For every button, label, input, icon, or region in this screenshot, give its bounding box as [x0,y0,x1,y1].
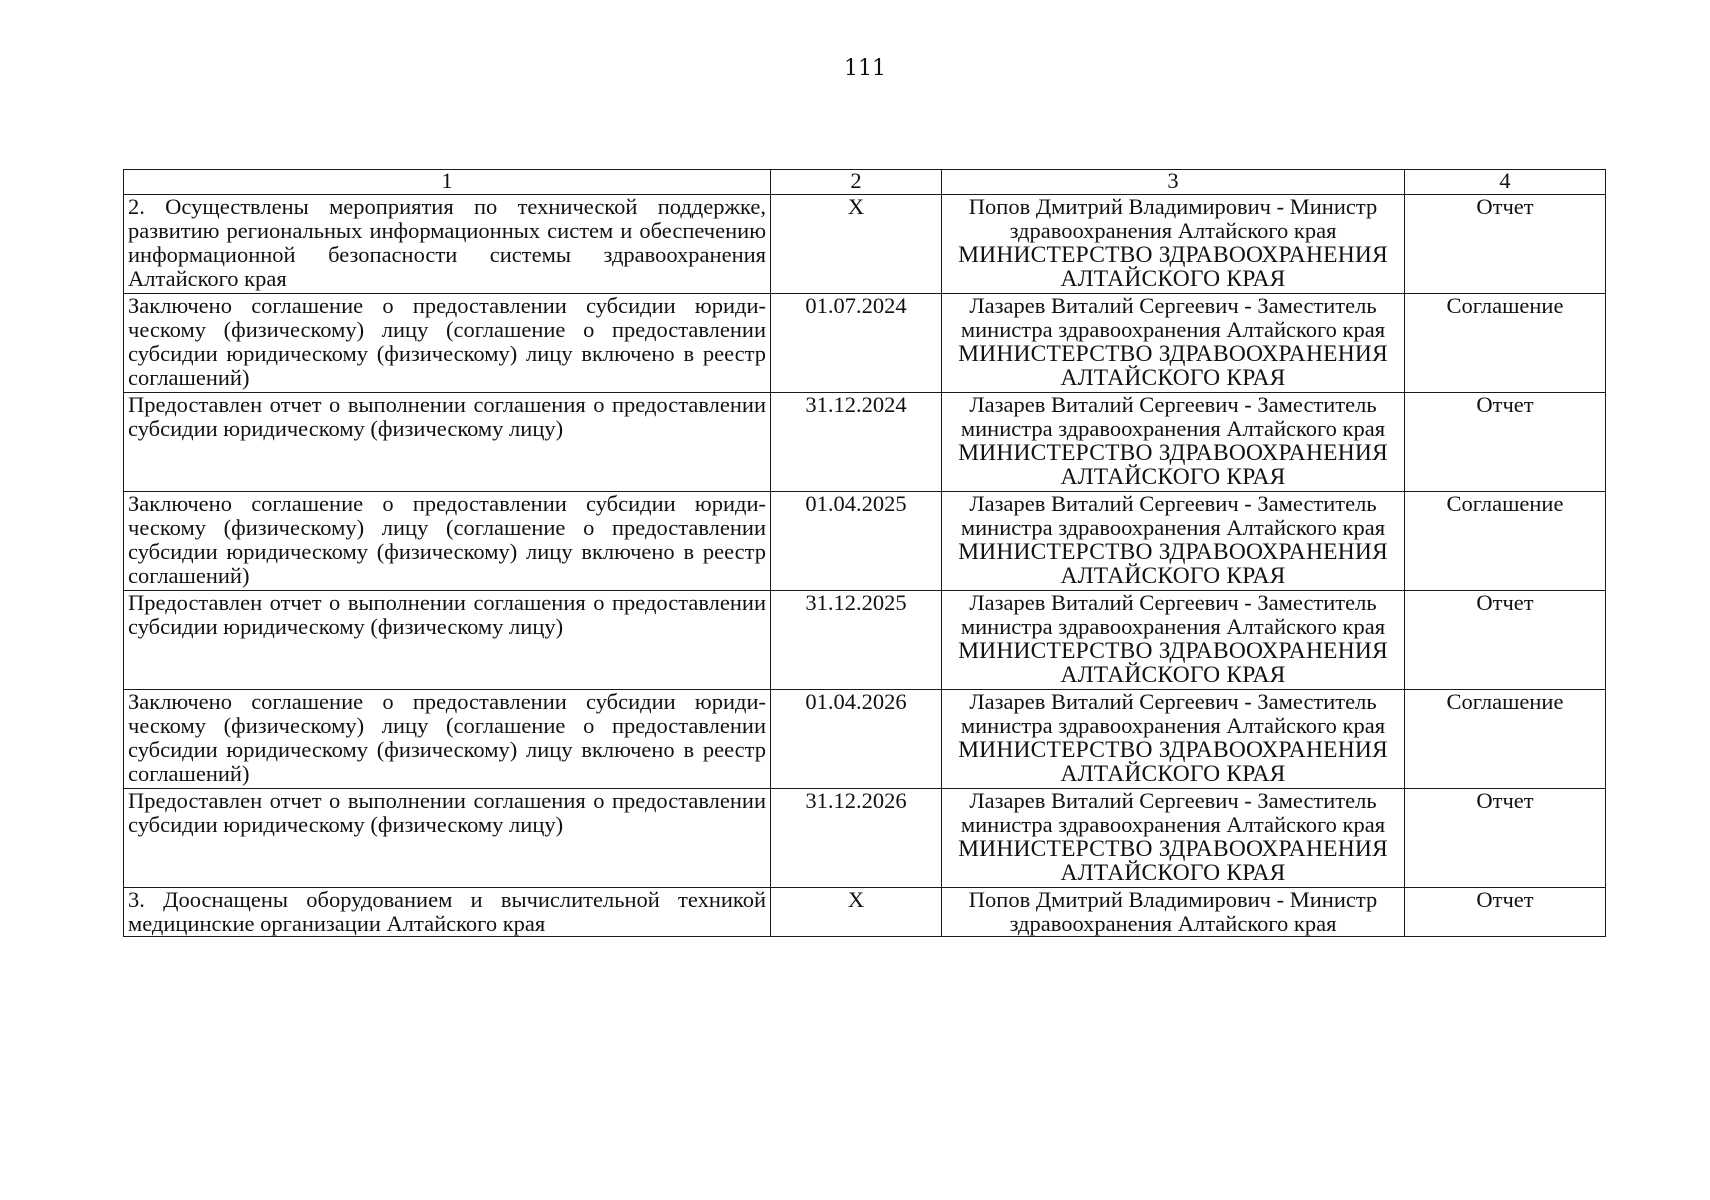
responsible-cell [942,591,1405,690]
date-cell: 31.12.2025 [771,591,942,690]
responsible-cell [942,690,1405,789]
table-row [124,591,1606,690]
document-cell: Соглашение [1405,294,1606,393]
event-cell: Предоставлен отчет о выполнении соглашения о предоставлении субсидии юридическому (физическому лицу) [124,591,771,690]
responsible-person: Лазарев Виталий Сергеевич - Заместитель министра здравоохранения Алтайского края [960,491,1386,540]
event-cell: 3. Дооснащены оборудованием и вычислительной техникой медицинские организации Алтайского края [124,888,771,937]
table-row [124,294,1606,393]
document-table [123,169,1606,937]
table-row [124,888,1606,937]
document-cell: Отчет [1405,888,1606,937]
event-cell: Заключено соглашение о предоставлении субсидии юридическому (физическому) лицу (соглашение о предоставлении субсидии юридическому (физическому) лицу включено в реестр соглашений) [124,294,771,393]
page-number: 111 [844,56,886,81]
table-header-row [124,170,1606,195]
event-cell: Заключено соглашение о предоставлении субсидии юридическому (физическому) лицу (соглашение о предоставлении субсидии юридическому (физическому) лицу включено в реестр соглашений) [124,492,771,591]
event-cell: 2. Осуществлены мероприятия по технической поддержке, развитию региональных информационных систем и обеспечению информационной безопасности системы здравоохранения Алтайского края [124,195,771,294]
date-cell: 01.07.2024 [771,294,942,393]
responsible-person: Попов Дмитрий Владимирович - Министр здравоохранения Алтайского края [968,194,1378,243]
responsible-person: Лазарев Виталий Сергеевич - Заместитель министра здравоохранения Алтайского края [960,293,1386,342]
responsible-person: Лазарев Виталий Сергеевич - Заместитель министра здравоохранения Алтайского края [960,788,1386,837]
responsible-organization: МИНИСТЕРСТВО ЗДРАВООХРАНЕНИЯ АЛТАЙСКОГО КРАЯ [958,242,1388,292]
column-header-1: 1 [124,170,771,195]
table-row [124,195,1606,294]
column-header-4: 4 [1405,170,1606,195]
responsible-cell [942,294,1405,393]
date-cell: X [771,195,942,294]
column-header-3: 3 [942,170,1405,195]
document-cell: Отчет [1405,591,1606,690]
document-cell: Соглашение [1405,492,1606,591]
event-cell: Заключено соглашение о предоставлении субсидии юридическому (физическому) лицу (соглашение о предоставлении субсидии юридическому (физическому) лицу включено в реестр соглашений) [124,690,771,789]
responsible-cell [942,492,1405,591]
date-cell: X [771,888,942,937]
table-row [124,690,1606,789]
responsible-cell [942,393,1405,492]
document-cell: Отчет [1405,789,1606,888]
date-cell: 01.04.2025 [771,492,942,591]
responsible-person: Лазарев Виталий Сергеевич - Заместитель министра здравоохранения Алтайского края [960,392,1386,441]
event-cell: Предоставлен отчет о выполнении соглашения о предоставлении субсидии юридическому (физическому лицу) [124,393,771,492]
responsible-organization: МИНИСТЕРСТВО ЗДРАВООХРАНЕНИЯ АЛТАЙСКОГО КРАЯ [958,836,1388,886]
date-cell: 31.12.2024 [771,393,942,492]
responsible-organization: МИНИСТЕРСТВО ЗДРАВООХРАНЕНИЯ АЛТАЙСКОГО КРАЯ [958,638,1388,688]
responsible-organization: МИНИСТЕРСТВО ЗДРАВООХРАНЕНИЯ АЛТАЙСКОГО КРАЯ [958,737,1388,787]
date-cell: 01.04.2026 [771,690,942,789]
document-cell: Отчет [1405,393,1606,492]
column-header-2: 2 [771,170,942,195]
document-cell: Соглашение [1405,690,1606,789]
table-row [124,492,1606,591]
responsible-organization: МИНИСТЕРСТВО ЗДРАВООХРАНЕНИЯ АЛТАЙСКОГО КРАЯ [958,440,1388,490]
table-row [124,789,1606,888]
responsible-organization: МИНИСТЕРСТВО ЗДРАВООХРАНЕНИЯ АЛТАЙСКОГО КРАЯ [958,539,1388,589]
responsible-cell [942,888,1405,937]
responsible-person: Лазарев Виталий Сергеевич - Заместитель министра здравоохранения Алтайского края [960,689,1386,738]
responsible-person: Попов Дмитрий Владимирович - Министр здравоохранения Алтайского края [968,887,1378,936]
responsible-cell [942,789,1405,888]
date-cell: 31.12.2026 [771,789,942,888]
responsible-person: Лазарев Виталий Сергеевич - Заместитель министра здравоохранения Алтайского края [960,590,1386,639]
document-cell: Отчет [1405,195,1606,294]
responsible-cell [942,195,1405,294]
table-row [124,393,1606,492]
responsible-organization: МИНИСТЕРСТВО ЗДРАВООХРАНЕНИЯ АЛТАЙСКОГО КРАЯ [958,341,1388,391]
event-cell: Предоставлен отчет о выполнении соглашения о предоставлении субсидии юридическому (физическому лицу) [124,789,771,888]
